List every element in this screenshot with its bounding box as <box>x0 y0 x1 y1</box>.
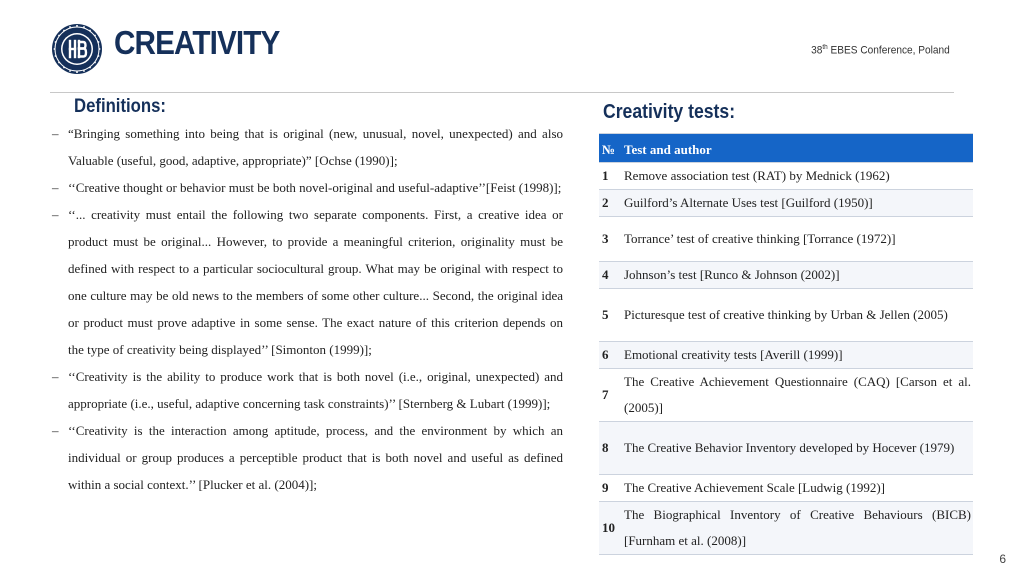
row-test: Torrance’ test of creative thinking [Torrance (1972)] <box>621 217 973 262</box>
definition-item <box>52 174 563 201</box>
definition-text: ‘‘... creativity must entail the following two separate components. First, a creative idea or product must be original... However, to provide a meaningful criterion, originality must be defined with respect to a particular sociocultural group. What may be original with respect to one culture may be old news to the members of some other culture... Second, the original idea or product must prove adaptive in some sense. The exact nature of this criterion depends on the type of creativity being displayed’’ [Simonton (1999)]; <box>68 207 563 357</box>
table-row <box>599 502 973 555</box>
table-row <box>599 262 973 289</box>
header-divider <box>50 92 954 93</box>
table-header-row <box>599 134 973 163</box>
bullet-dash: – <box>52 207 59 222</box>
row-number: 2 <box>599 190 621 217</box>
table-row <box>599 422 973 475</box>
row-test: Guilford’s Alternate Uses test [Guilford (1950)] <box>621 190 973 217</box>
definition-item <box>52 120 563 174</box>
definitions-list <box>52 120 563 498</box>
row-test: The Creative Achievement Scale [Ludwig (1992)] <box>621 475 973 502</box>
row-test: The Creative Achievement Questionnaire (CAQ) [Carson et al. (2005)] <box>621 369 973 422</box>
row-test: The Creative Behavior Inventory developed by Hocever (1979) <box>621 422 973 475</box>
table-row <box>599 369 973 422</box>
column-header-number: № <box>599 134 621 163</box>
bullet-dash: – <box>52 180 59 195</box>
university-seal-icon <box>51 23 103 75</box>
definitions-heading: Definitions: <box>74 96 166 117</box>
tests-heading: Creativity tests: <box>603 101 736 123</box>
bullet-dash: – <box>52 423 59 438</box>
definition-text: ‘‘Creativity is the ability to produce work that is both novel (i.e., original, unexpected) and appropriate (i.e., useful, adaptive concerning task constraints)’’ [Sternberg & Lubart (1999)]; <box>68 369 563 411</box>
row-test: Picturesque test of creative thinking by Urban & Jellen (2005) <box>621 289 973 342</box>
page-title: CREATIVITY <box>114 24 280 61</box>
table-row <box>599 475 973 502</box>
definition-item <box>52 201 563 363</box>
table-row <box>599 217 973 262</box>
bullet-dash: – <box>52 126 59 141</box>
definition-text: “Bringing something into being that is original (new, unusual, novel, unexpected) and also Valuable (useful, good, adaptive, appropriate)” [Ochse (1990)]; <box>68 126 563 168</box>
tests-table <box>599 133 973 555</box>
row-test: Emotional creativity tests [Averill (1999)] <box>621 342 973 369</box>
row-number: 9 <box>599 475 621 502</box>
page-number: 6 <box>999 552 1006 566</box>
definition-item <box>52 417 563 498</box>
row-test: Johnson’s test [Runco & Johnson (2002)] <box>621 262 973 289</box>
definition-item <box>52 363 563 417</box>
row-number: 3 <box>599 217 621 262</box>
table-row <box>599 163 973 190</box>
row-number: 6 <box>599 342 621 369</box>
row-test: The Biographical Inventory of Creative Behaviours (BICB) [Furnham et al. (2008)] <box>621 502 973 555</box>
table-row <box>599 190 973 217</box>
column-header-test: Test and author <box>621 134 973 163</box>
table-row <box>599 289 973 342</box>
conference-label: 38th EBES Conference, Poland <box>811 44 950 57</box>
table-row <box>599 342 973 369</box>
row-number: 8 <box>599 422 621 475</box>
row-number: 1 <box>599 163 621 190</box>
bullet-dash: – <box>52 369 59 384</box>
row-test: Remove association test (RAT) by Mednick (1962) <box>621 163 973 190</box>
row-number: 7 <box>599 369 621 422</box>
row-number: 5 <box>599 289 621 342</box>
definition-text: ‘‘Creativity is the interaction among aptitude, process, and the environment by which an individual or group produces a perceptible product that is both novel and useful as defined within a social context.’’ [Plucker et al. (2004)]; <box>68 423 563 492</box>
definition-text: ‘‘Creative thought or behavior must be both novel-original and useful-adaptive’’[Feist (1998)]; <box>68 180 562 195</box>
row-number: 4 <box>599 262 621 289</box>
row-number: 10 <box>599 502 621 555</box>
